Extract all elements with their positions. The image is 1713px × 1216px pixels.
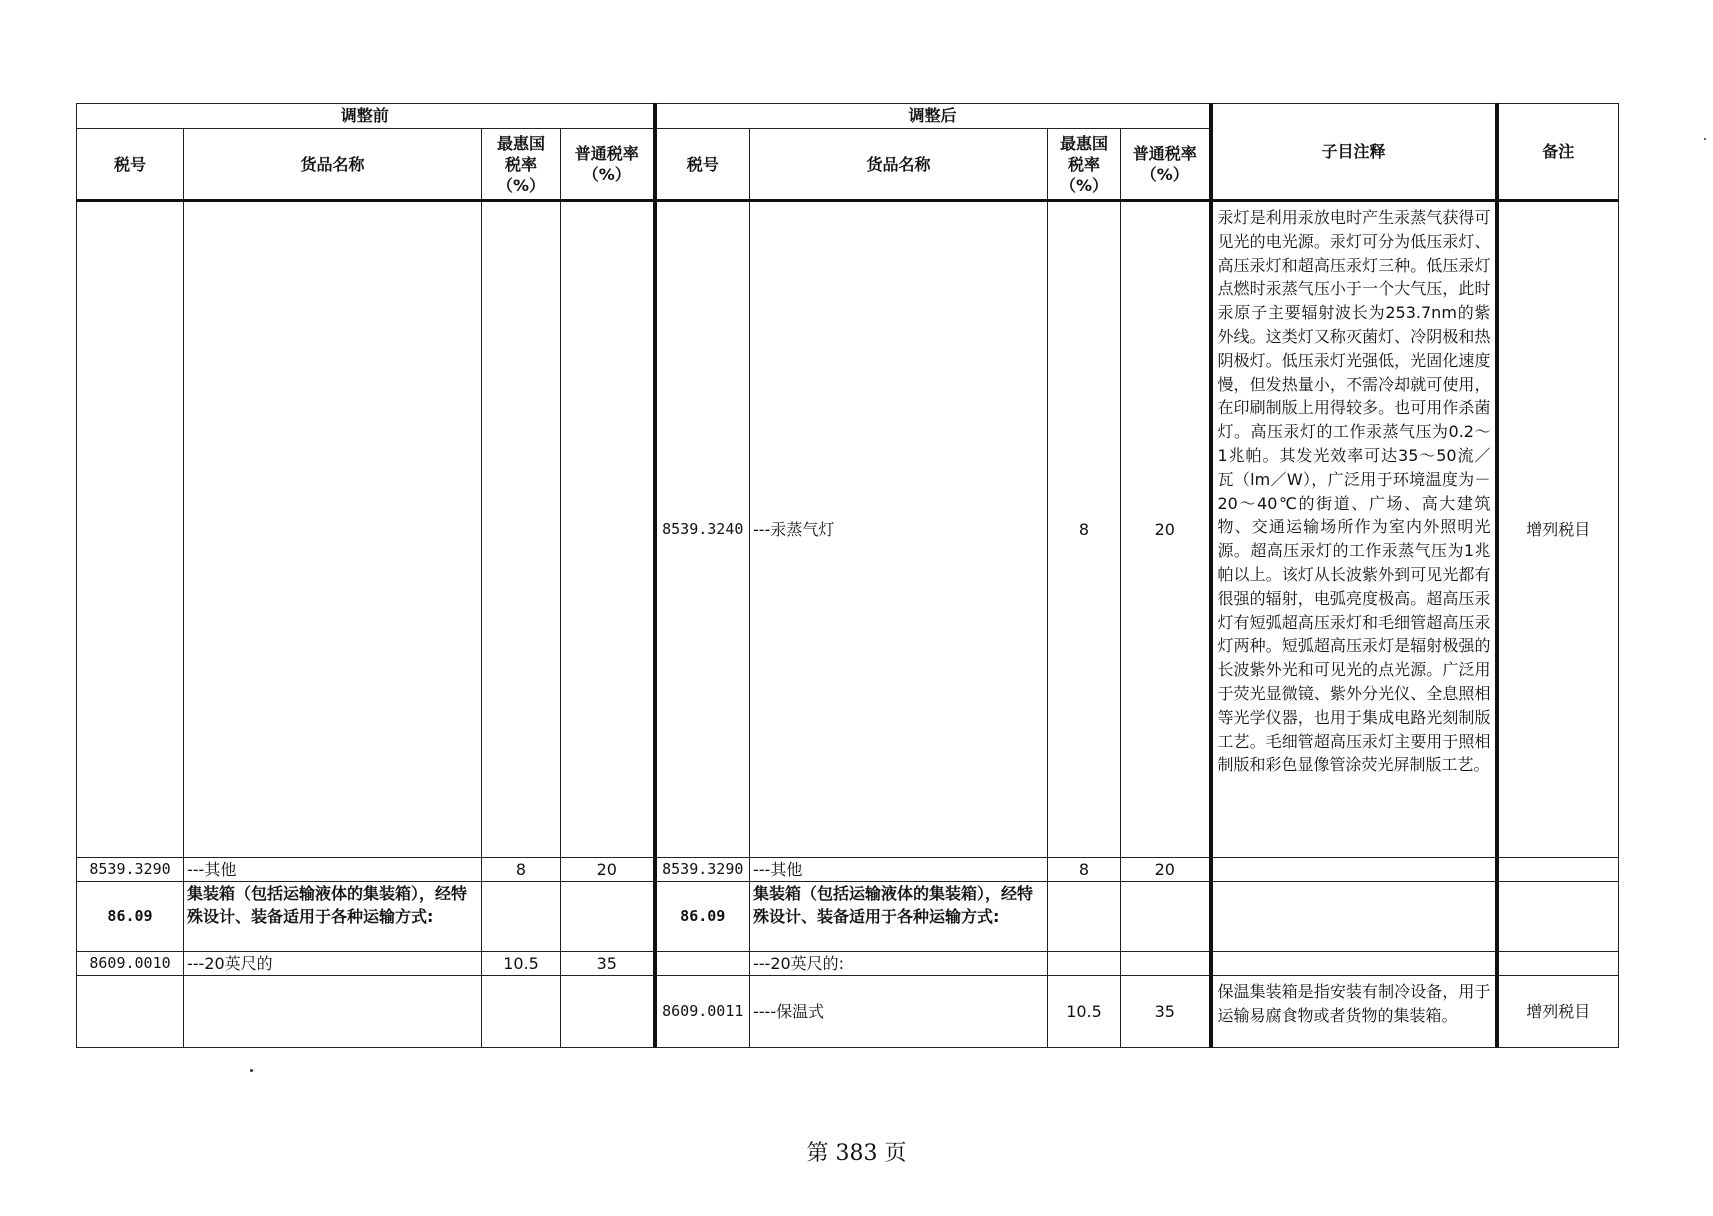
cell-remark: 增列税目 — [1497, 201, 1619, 858]
tariff-adjustment-table — [76, 103, 1619, 1048]
cell-before-code — [77, 201, 184, 858]
cell-after-mfn — [1048, 882, 1121, 952]
cell-after-code: 8539.3290 — [655, 858, 750, 882]
table-row — [77, 952, 1619, 976]
cell-before-code: 8539.3290 — [77, 858, 184, 882]
cell-after-mfn: 10.5 — [1048, 976, 1121, 1048]
col-header-note: 子目注释 — [1211, 104, 1497, 201]
cell-remark — [1497, 882, 1619, 952]
col-header-code-after: 税号 — [655, 129, 750, 201]
cell-before-mfn — [482, 201, 561, 858]
cell-before-code — [77, 976, 184, 1048]
page-number: 第 383 页 — [806, 1141, 907, 1166]
cell-after-general: 35 — [1121, 976, 1211, 1048]
cell-note: 汞灯是利用汞放电时产生汞蒸气获得可见光的电光源。汞灯可分为低压汞灯、高压汞灯和超高压汞灯三种。低压汞灯点燃时汞蒸气压小于一个大气压，此时汞原子主要辐射波长为253.7nm的紫外线。这类灯又称灭菌灯、冷阴极和热阴极灯。低压汞灯光强低，光固化速度慢，但发热量小，不需冷却就可使用，在印刷制版上用得较多。也可用作杀菌灯。高压汞灯的工作汞蒸气压为0.2～1兆帕。其发光效率可达35～50流／瓦（lm／W），广泛用于环境温度为－20～40℃的街道、广场、高大建筑物、交通运输场所作为室内外照明光源。超高压汞灯的工作汞蒸气压为1兆帕以上。该灯从长波紫外到可见光都有很强的辐射，电弧亮度极高。超高压汞灯有短弧超高压汞灯和毛细管超高压汞灯两种。短弧超高压汞灯是辐射极强的长波紫外光和可见光的点光源。广泛用于荧光显微镜、紫外分光仪、全息照相等光学仪器，也用于集成电路光刻制版工艺。毛细管超高压汞灯主要用于照相制版和彩色显像管涂荧光屏制版工艺。 — [1211, 201, 1497, 858]
cell-after-code: 8609.0011 — [655, 976, 750, 1048]
cell-after-general: 20 — [1121, 858, 1211, 882]
cell-remark — [1497, 858, 1619, 882]
cell-before-mfn — [482, 976, 561, 1048]
col-header-mfn-before: 最惠国 税率 （%） — [482, 129, 561, 201]
cell-remark: 增列税目 — [1497, 976, 1619, 1048]
cell-after-general — [1121, 952, 1211, 976]
scan-speck — [1704, 138, 1706, 140]
cell-after-mfn: 8 — [1048, 858, 1121, 882]
cell-note: 保温集装箱是指安装有制冷设备，用于运输易腐食物或者货物的集装箱。 — [1211, 976, 1497, 1048]
cell-before-general: 35 — [561, 952, 655, 976]
cell-after-name: ---汞蒸气灯 — [750, 201, 1048, 858]
table-row — [77, 858, 1619, 882]
cell-before-name — [184, 201, 482, 858]
cell-before-mfn — [482, 882, 561, 952]
cell-before-name: ---20英尺的 — [184, 952, 482, 976]
col-header-remark: 备注 — [1497, 104, 1619, 201]
cell-after-code — [655, 952, 750, 976]
cell-after-name: 集装箱（包括运输液体的集装箱），经特殊设计、装备适用于各种运输方式: — [750, 882, 1048, 952]
cell-before-mfn: 10.5 — [482, 952, 561, 976]
cell-note — [1211, 858, 1497, 882]
cell-after-code: 86.09 — [655, 882, 750, 952]
cell-before-name — [184, 976, 482, 1048]
col-header-general-after: 普通税率 （%） — [1121, 129, 1211, 201]
cell-after-mfn — [1048, 952, 1121, 976]
cell-before-name: ---其他 — [184, 858, 482, 882]
group-header-before: 调整前 — [77, 104, 655, 129]
cell-note — [1211, 882, 1497, 952]
cell-before-general — [561, 201, 655, 858]
cell-after-general — [1121, 882, 1211, 952]
cell-before-code: 8609.0010 — [77, 952, 184, 976]
table-row — [77, 882, 1619, 952]
col-header-general-before: 普通税率 （%） — [561, 129, 655, 201]
cell-before-general: 20 — [561, 858, 655, 882]
cell-before-general — [561, 882, 655, 952]
table-row — [77, 976, 1619, 1048]
cell-after-name: ---20英尺的: — [750, 952, 1048, 976]
col-header-name-before: 货品名称 — [184, 129, 482, 201]
group-header-after: 调整后 — [655, 104, 1211, 129]
col-header-name-after: 货品名称 — [750, 129, 1048, 201]
col-header-mfn-after: 最惠国 税率 （%） — [1048, 129, 1121, 201]
col-header-code-before: 税号 — [77, 129, 184, 201]
cell-before-code: 86.09 — [77, 882, 184, 952]
cell-before-mfn: 8 — [482, 858, 561, 882]
cell-after-mfn: 8 — [1048, 201, 1121, 858]
cell-note — [1211, 952, 1497, 976]
cell-after-name: ---其他 — [750, 858, 1048, 882]
cell-after-name: ----保温式 — [750, 976, 1048, 1048]
cell-after-code: 8539.3240 — [655, 201, 750, 858]
cell-remark — [1497, 952, 1619, 976]
cell-before-general — [561, 976, 655, 1048]
scan-speck — [250, 1069, 253, 1072]
cell-before-name: 集装箱（包括运输液体的集装箱），经特殊设计、装备适用于各种运输方式: — [184, 882, 482, 952]
table-row — [77, 201, 1619, 858]
cell-after-general: 20 — [1121, 201, 1211, 858]
